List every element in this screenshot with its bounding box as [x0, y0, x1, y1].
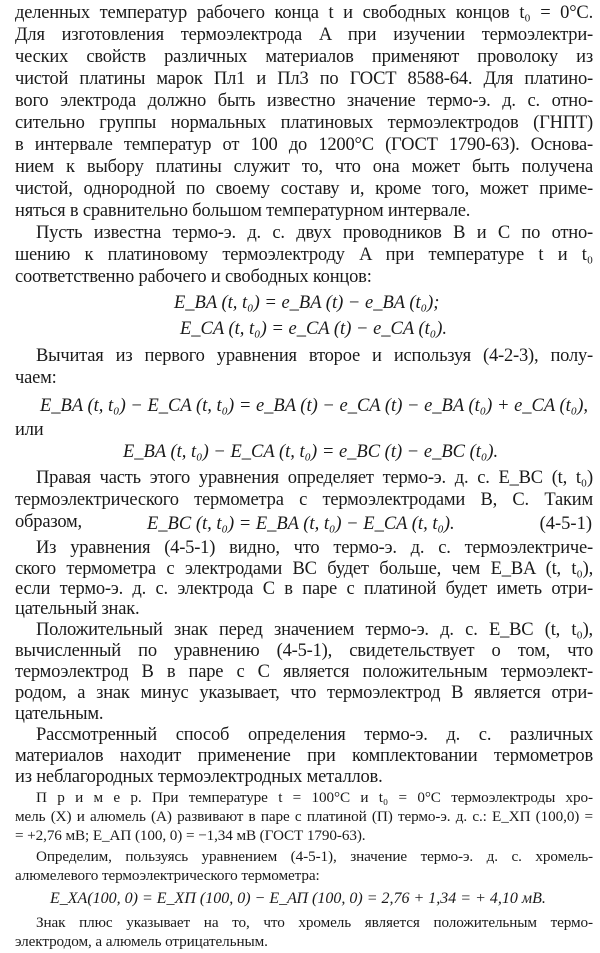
conclusion-line: Знак плюс указывает на то, что хромель является положительным термо-	[36, 914, 593, 931]
text-line: чистой, однородной по своему составу и, кроме того, может приме-	[15, 179, 593, 199]
text-line: термоэлектрического термометра с термоэлектродами B, C. Таким	[15, 490, 593, 510]
text-line: вого электрода должно быть известно значение термо-э. д. с. отно-	[15, 91, 593, 111]
text-line: цательный знак.	[15, 599, 140, 619]
text-line: материалов находит применение при комплектовании термометров	[15, 746, 593, 766]
equation: E_CA (t, t₀) = e_CA (t) − e_CA (t₀).	[180, 319, 447, 339]
text-line: ческих свойств различных материалов применяют проволоку из	[15, 47, 593, 67]
text-line: ского термометра с электродами BC будет больше, чем E_BA (t, t₀),	[15, 559, 593, 579]
text-line: если термо-э. д. с. электрода C в паре с платиной будет иметь отри-	[15, 579, 593, 599]
text-line: или	[15, 420, 44, 440]
text-line: Из уравнения (4-5-1) видно, что термо-э. д. с. термоэлектриче-	[36, 538, 593, 558]
text-line: нием к выбору платины служит то, что она может быть получена	[15, 157, 593, 177]
text-line: Вычитая из первого уравнения второе и используя (4-2-3), полу-	[36, 346, 593, 366]
text-line: в интервале температур от 100 до 1200°С (ГОСТ 1790-63). Основа-	[15, 135, 593, 155]
example-line: = +2,76 мВ; E_АП (100, 0) = −1,34 мВ (ГОСТ 1790-63).	[15, 827, 366, 844]
text-line: родом, а знак минус указывает, что термоэлектрод B является отри-	[15, 683, 593, 703]
text-line: Положительный знак перед значением термо-э. д. с. E_BC (t, t₀),	[36, 620, 593, 640]
conclusion-line: электродом, а алюмель отрицательным.	[15, 933, 268, 950]
text-line: няться в сравнительно большом температурном интервале.	[15, 201, 471, 221]
equation: E_BA (t, t₀) = e_BA (t) − e_BA (t₀);	[174, 293, 440, 313]
text-line: Для изготовления термоэлектрода A при изучении термоэлектри-	[15, 25, 593, 45]
text-line: деленных температур рабочего конца t и свободных концов t₀ = 0°С.	[15, 3, 593, 23]
text-line: чистой платины марок Пл1 и Пл3 по ГОСТ 8588-64. Для платино-	[15, 69, 593, 89]
text-line: из неблагородных термоэлектродных металлов.	[15, 767, 383, 787]
equation-number: (4-5-1)	[539, 514, 592, 534]
example-line: мель (X) и алюмель (А) развивают в паре с платиной (П) термо-э. д. с.: E_XП (100,0) =	[15, 808, 593, 825]
example-line: алюмелевого термоэлектрического термометра:	[15, 867, 320, 884]
text-line: чаем:	[15, 368, 57, 388]
text-line: образом,	[15, 512, 82, 532]
text-line: шению к платиновому термоэлектроду A при температуре t и t₀	[15, 245, 593, 265]
example-line: П р и м е р. При температуре t = 100°С и t₀ = 0°С термоэлектроды хро-	[36, 789, 593, 806]
text-line: вычисленный по уравнению (4-5-1), свидетельствует о том, что	[15, 641, 593, 661]
equation: E_BA (t, t₀) − E_CA (t, t₀) = e_BA (t) − e_CA (t) − e_BA (t₀) + e_CA (t₀),	[40, 396, 588, 416]
example-line: Определим, пользуясь уравнением (4-5-1), значение термо-э. д. с. хромель-	[36, 848, 593, 865]
text-line: сительно группы нормальных платиновых термоэлектродов (ГНПТ)	[15, 113, 593, 133]
equation: E_BC (t, t₀) = E_BA (t, t₀) − E_CA (t, t₀).	[147, 514, 455, 534]
example-equation: E_XA(100, 0) = E_XП (100, 0) − E_АП (100, 0) = 2,76 + 1,34 = + 4,10 мВ.	[50, 890, 546, 907]
text-line: Рассмотренный способ определения термо-э. д. с. различных	[36, 725, 593, 745]
text-line: цательным.	[15, 704, 104, 724]
text-line: Пусть известна термо-э. д. с. двух проводников B и C по отно-	[36, 223, 593, 243]
text-line: соответственно рабочего и свободных концов:	[15, 267, 372, 287]
text-line: термоэлектрод B в паре с C является положительным термоэлект-	[15, 662, 593, 682]
equation: E_BA (t, t₀) − E_CA (t, t₀) = e_BC (t) − e_BC (t₀).	[123, 442, 499, 462]
text-line: Правая часть этого уравнения определяет термо-э. д. с. E_BC (t, t₀)	[36, 468, 593, 488]
